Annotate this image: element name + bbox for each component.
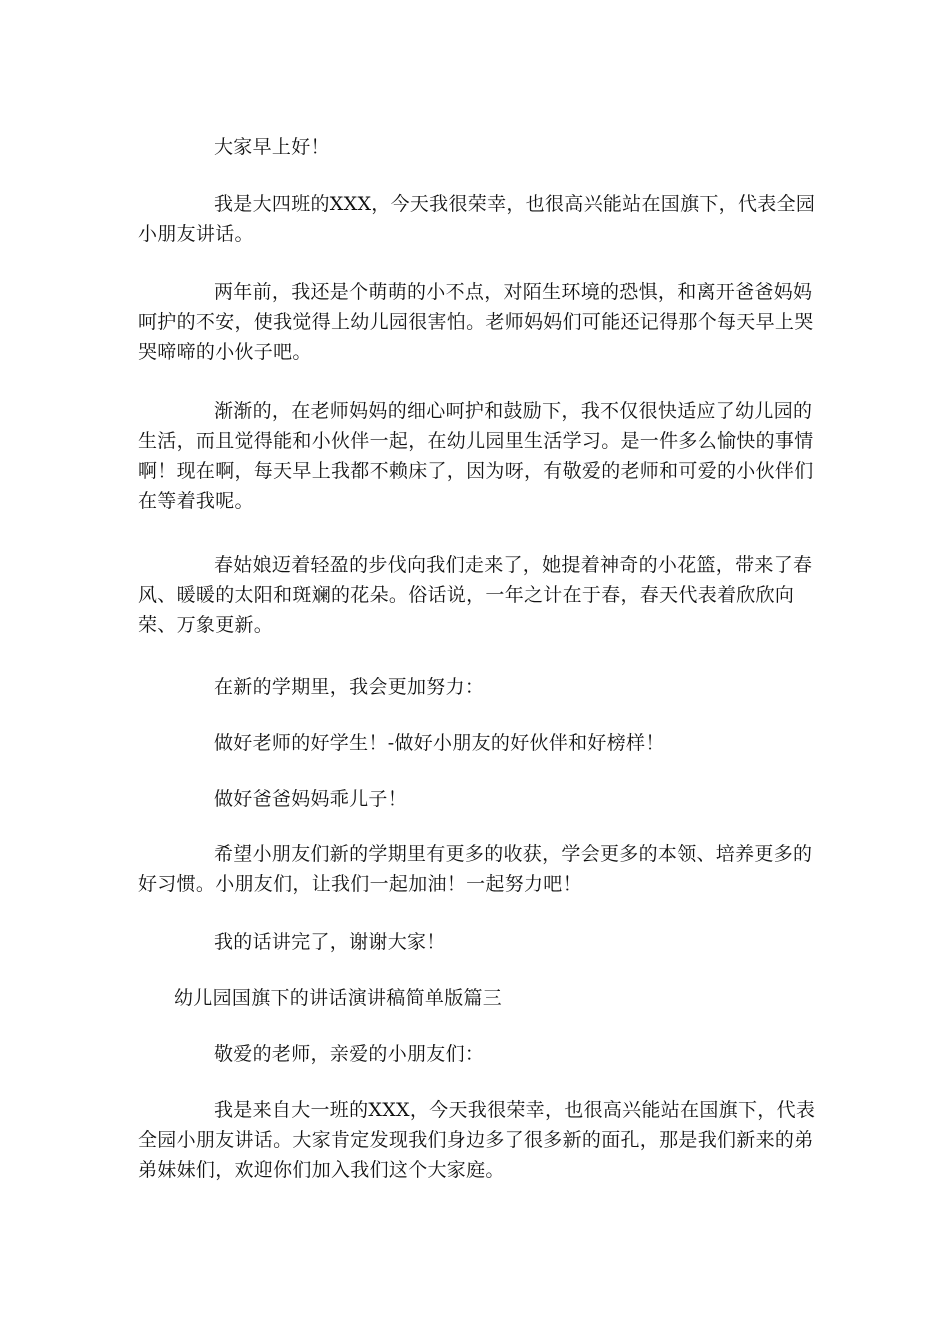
paragraph-good-student: 做好老师的好学生！-做好小朋友的好伙伴和好榜样！ [214, 732, 665, 754]
paragraph-new-semester: 在新的学期里，我会更加努力： [214, 676, 485, 698]
paragraph-hope: 希望小朋友们新的学期里有更多的收获，学会更多的本领、培养更多的好习惯。小朋友们，让我们一起加油！一起努力吧！ [138, 843, 813, 895]
section-title: 幼儿园国旗下的讲话演讲稿简单版篇三 [174, 987, 503, 1009]
paragraph-greeting: 大家早上好！ [214, 136, 330, 158]
paragraph-gradually: 渐渐的，在老师妈妈的细心呵护和鼓励下，我不仅很快适应了幼儿园的生活，而且觉得能和小伙伴一起，在幼儿园里生活学习。是一件多么愉快的事情啊！现在啊，每天早上我都不赖床了，因为呀，有敬爱的老师和可爱的小伙伴们在等着我呢。 [138, 400, 814, 512]
paragraph-two-years-ago: 两年前，我还是个萌萌的小不点，对陌生环境的恐惧，和离开爸爸妈妈呵护的不安，使我觉得上幼儿园很害怕。老师妈妈们可能还记得那个每天早上哭哭啼啼的小伙子吧。 [138, 281, 814, 363]
paragraph-spring: 春姑娘迈着轻盈的步伐向我们走来了，她提着神奇的小花篮，带来了春风、暖暖的太阳和斑斓的花朵。俗话说，一年之计在于春，春天代表着欣欣向荣、万象更新。 [138, 554, 813, 636]
paragraph-intro: 我是大四班的XXX，今天我很荣幸，也很高兴能站在国旗下，代表全园小朋友讲话。 [138, 193, 816, 245]
paragraph-closing: 我的话讲完了，谢谢大家！ [214, 931, 446, 953]
paragraph-good-son: 做好爸爸妈妈乖儿子！ [214, 788, 408, 810]
paragraph-salutation: 敬爱的老师，亲爱的小朋友们： [214, 1043, 485, 1065]
paragraph-intro-second: 我是来自大一班的XXX，今天我很荣幸，也很高兴能站在国旗下，代表全园小朋友讲话。大家肯定发现我们身边多了很多新的面孔，那是我们新来的弟弟妹妹们，欢迎你们加入我们这个大家庭。 [138, 1099, 816, 1181]
